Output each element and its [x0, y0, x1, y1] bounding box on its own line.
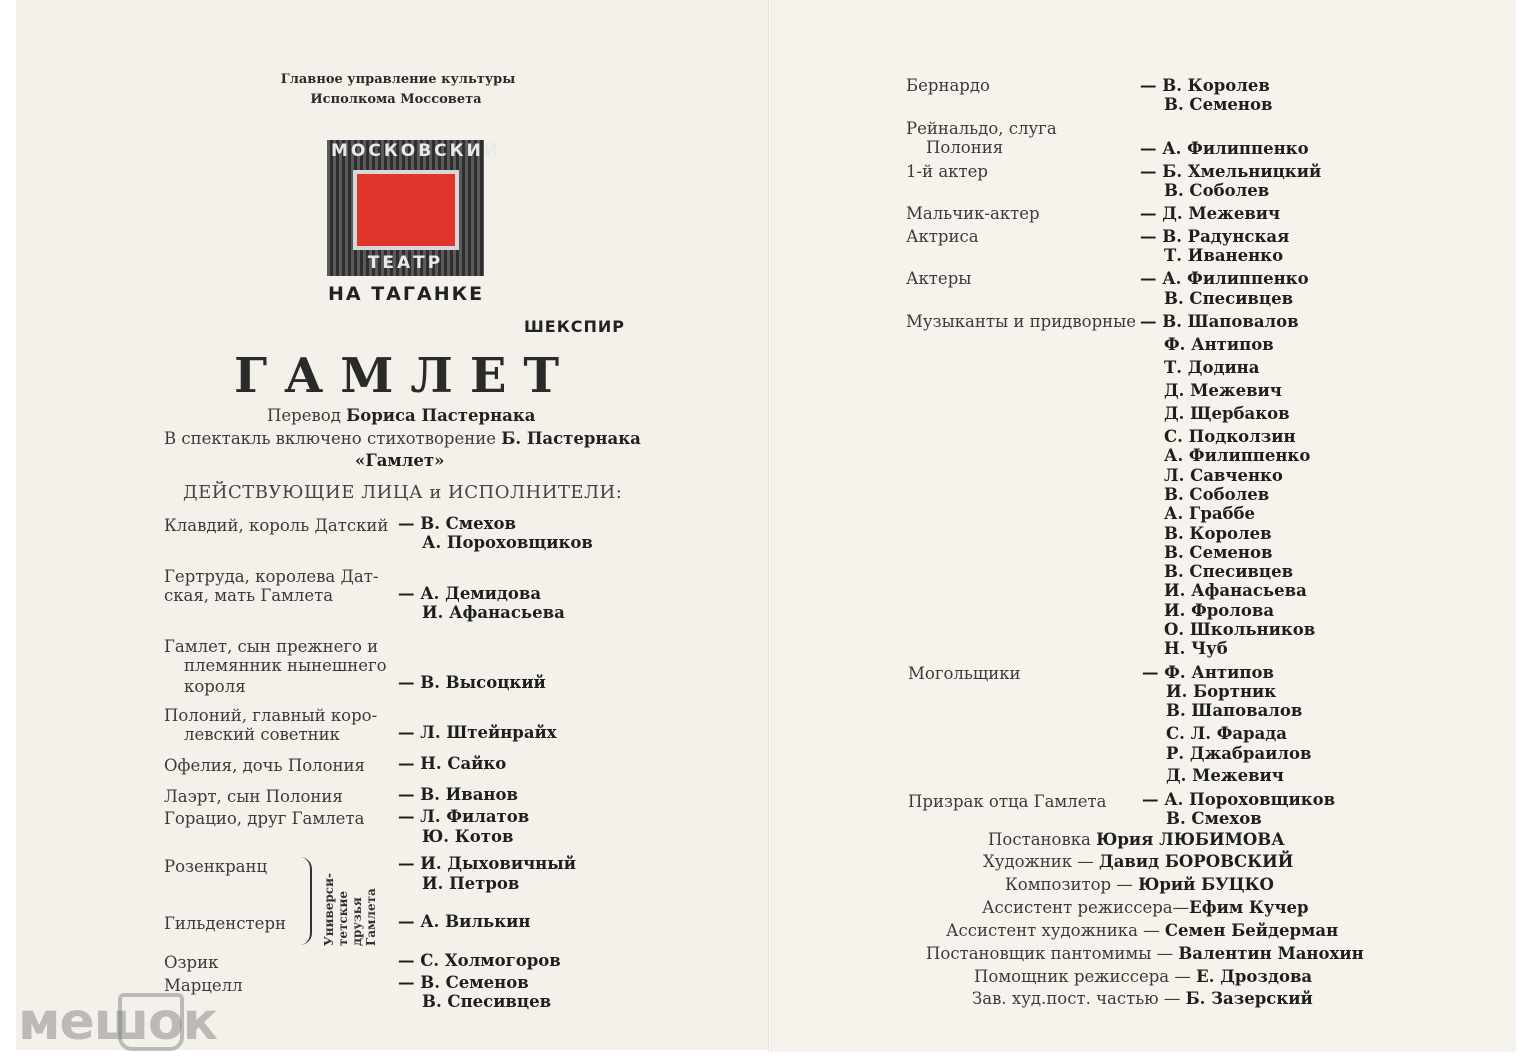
cast-heading: ДЕЙСТВУЮЩИЕ ЛИЦА и ИСПОЛНИТЕЛИ: [183, 482, 623, 503]
actor-actress-2: Т. Иваненко [1164, 246, 1284, 265]
role-actress: Актриса [906, 227, 979, 246]
list-item: И. Фролова [1164, 601, 1275, 620]
org-line-2: Исполкома Моссовета [310, 92, 482, 107]
org-line-1: Главное управление культуры [280, 72, 516, 87]
list-item: В. Шаповалов [1166, 701, 1303, 720]
actor-polonius: — Л. Штейнрайх [398, 723, 557, 742]
role-musicians: Музыканты и придворные [906, 312, 1137, 331]
role-boy-actor: Мальчик-актер [906, 204, 1040, 223]
credit-director: Постановка Юрия ЛЮБИМОВА [988, 830, 1285, 849]
brace-note: Универси- тетские друзья Гамлета [322, 873, 378, 946]
role-polonius-2: левский советник [184, 725, 340, 744]
actor-ophelia: — Н. Сайко [398, 754, 507, 773]
list-item: Л. Савченко [1164, 466, 1283, 485]
actor-musicians-1: — В. Шаповалов [1140, 312, 1299, 331]
poem-title: «Гамлет» [355, 451, 445, 470]
list-item: И. Афанасьева [1164, 581, 1307, 600]
actor-actors-2: В. Спесивцев [1164, 289, 1294, 308]
list-item: В. Королев [1164, 524, 1272, 543]
role-guildenstern: Гильденстерн [164, 914, 287, 933]
actor-first-actor-2: В. Соболев [1164, 181, 1270, 200]
role-hamlet-3: короля [184, 677, 246, 696]
role-bernardo: Бернардо [906, 76, 990, 95]
credit-designer: Художник — Давид БОРОВСКИЙ [983, 852, 1294, 871]
role-polonius-1: Полоний, главный коро- [164, 706, 378, 725]
actor-actress-1: — В. Радунская [1140, 227, 1290, 246]
role-hamlet-1: Гамлет, сын прежнего и [164, 637, 379, 656]
play-title: ГАМЛЕТ [234, 348, 577, 404]
role-osric: Озрик [164, 953, 219, 972]
actor-bernardo-1: — В. Королев [1140, 76, 1270, 95]
list-item: С. Л. Фарада [1166, 724, 1287, 743]
actor-gertrude-2: И. Афанасьева [422, 603, 565, 622]
list-item: Ф. Антипов [1164, 335, 1274, 354]
poem-note-line: В спектакль включено стихотворение Б. Пастернака [164, 429, 641, 448]
actor-marcellus-1: — В. Семенов [398, 973, 529, 992]
theatre-logo [327, 140, 501, 276]
credit-pantomime: Постановщик пантомимы — Валентин Манохин [926, 944, 1364, 963]
actor-boy-actor: — Д. Межевич [1140, 204, 1281, 223]
red-square [353, 170, 459, 250]
role-claudius: Клавдий, король Датский [164, 516, 389, 535]
actor-hamlet: — В. Высоцкий [398, 673, 546, 692]
list-item: В. Соболев [1164, 485, 1270, 504]
role-marcellus: Марцелл [164, 976, 243, 995]
role-laertes: Лаэрт, сын Полония [164, 787, 343, 806]
list-item: Т. Додина [1164, 358, 1260, 377]
list-item: О. Школьников [1164, 620, 1316, 639]
credit-assistant-designer: Ассистент художника — Семен Бейдерман [946, 921, 1339, 940]
actor-horatio-2: Ю. Котов [422, 827, 514, 846]
actor-claudius-2: А. Пороховщиков [422, 533, 593, 552]
role-gertrude-1: Гертруда, королева Дат- [164, 567, 379, 586]
actor-gravediggers-1: — Ф. Антипов [1142, 663, 1274, 682]
actor-osric: — С. Холмогоров [398, 951, 561, 970]
actor-rosencrantz-1: — И. Дыховичный [398, 854, 577, 873]
credit-assistant-director: Ассистент режиссера—Ефим Кучер [982, 898, 1309, 917]
role-gravediggers: Могольщики [908, 664, 1021, 683]
actor-gertrude-1: — А. Демидова [398, 584, 542, 603]
logo-ring-bottom: ТЕАТР [367, 253, 444, 273]
role-reynaldo-2: Полония [926, 138, 1004, 157]
list-item: Д. Межевич [1164, 381, 1282, 400]
logo-ring-top: МОСКОВСКИЙ [331, 141, 501, 161]
translation-line: Перевод Бориса Пастернака [267, 406, 536, 425]
list-item: И. Бортник [1166, 682, 1277, 701]
role-reynaldo-1: Рейнальдо, слуга [906, 119, 1057, 138]
list-item: Р. Джабраилов [1166, 744, 1312, 763]
role-gertrude-2: ская, мать Гамлета [164, 586, 334, 605]
watermark-logo: мешок [18, 992, 218, 1052]
list-item: Д. Межевич [1166, 766, 1284, 785]
play-author: ШЕКСПИР [524, 317, 626, 336]
actor-guildenstern: — А. Вилькин [398, 912, 531, 931]
role-actors: Актеры [906, 269, 972, 288]
actor-actors-1: — А. Филиппенко [1140, 269, 1309, 288]
actor-horatio-1: — Л. Филатов [398, 807, 530, 826]
list-item: В. Семенов [1164, 543, 1273, 562]
credit-assistant-stage: Помощник режиссера — Е. Дроздова [974, 967, 1313, 986]
role-first-actor: 1-й актер [906, 162, 988, 181]
credit-production-head: Зав. худ.пост. частью — Б. Зазерский [972, 989, 1313, 1008]
role-rosencrantz: Розенкранц [164, 857, 268, 876]
list-item: Д. Щербаков [1164, 404, 1290, 423]
list-item: Н. Чуб [1164, 639, 1228, 658]
role-hamlet-2: племянник нынешнего [184, 656, 387, 675]
brace-mark [300, 857, 312, 945]
actor-reynaldo: — А. Филиппенко [1140, 139, 1309, 158]
list-item: А. Граббе [1164, 504, 1256, 523]
actor-laertes: — В. Иванов [398, 785, 518, 804]
role-ophelia: Офелия, дочь Полония [164, 756, 365, 775]
list-item: В. Спесивцев [1164, 562, 1294, 581]
role-ghost: Призрак отца Гамлета [908, 792, 1107, 811]
actor-bernardo-2: В. Семенов [1164, 95, 1273, 114]
actor-rosencrantz-2: И. Петров [422, 874, 520, 893]
actor-ghost-1: — А. Пороховщиков [1142, 790, 1336, 809]
credit-composer: Композитор — Юрий БУЦКО [1005, 875, 1274, 894]
list-item: А. Филиппенко [1164, 446, 1311, 465]
logo-subtitle: НА ТАГАНКЕ [328, 283, 485, 305]
actor-ghost-2: В. Смехов [1166, 809, 1262, 828]
list-item: С. Подколзин [1164, 427, 1296, 446]
actor-claudius-1: — В. Смехов [398, 514, 516, 533]
role-horatio: Горацио, друг Гамлета [164, 809, 365, 828]
actor-first-actor-1: — Б. Хмельницкий [1140, 162, 1322, 181]
actor-marcellus-2: В. Спесивцев [422, 992, 552, 1011]
